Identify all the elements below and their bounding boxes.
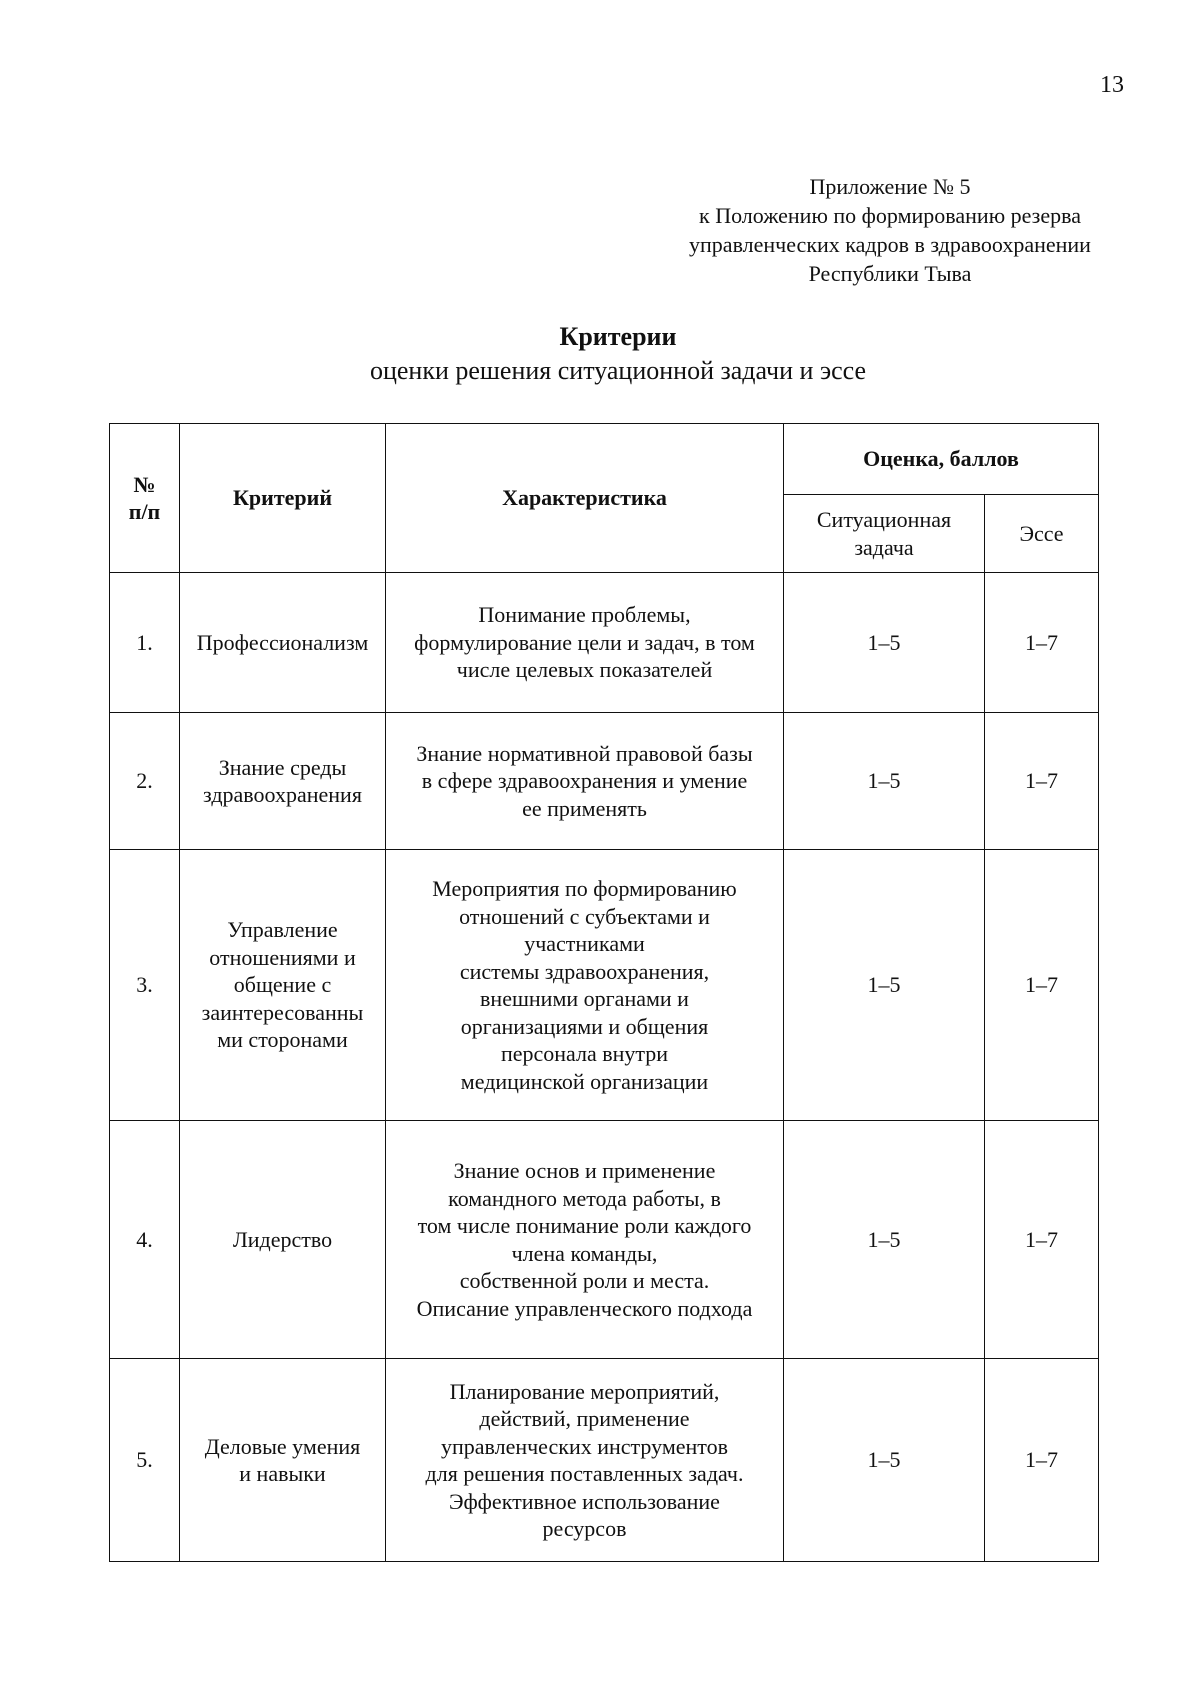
row-criterion [180,713,386,850]
criterion-line: Знание среды [218,754,347,780]
header-case-task [784,495,985,573]
criterion-line: отношениями и [209,944,356,970]
row-criterion [180,1121,386,1359]
row-number: 5. [110,1359,180,1562]
characteristic-line: формулирование цели и задач, в том [414,629,755,655]
characteristic-line: внешними органами и [480,986,689,1011]
row-essay-score: 1–7 [985,713,1099,850]
appendix-line: управленческих кадров в здравоохранении [689,232,1091,257]
header-characteristic: Характеристика [386,424,784,573]
criterion-line: и навыки [239,1461,326,1486]
table-row [110,1359,1099,1562]
characteristic-line: Знание нормативной правовой базы [416,740,753,766]
characteristic-line: Описание управленческого подхода [416,1295,753,1321]
characteristic-line: участниками [524,931,645,956]
appendix-line: к Положению по формированию резерва [699,203,1081,228]
header-essay: Эссе [985,495,1099,573]
criterion-line: заинтересованны [201,999,364,1025]
appendix-reference [640,172,1140,288]
appendix-line: Приложение № 5 [809,174,971,199]
row-case-score: 1–5 [784,1121,985,1359]
page-number: 13 [1100,72,1124,98]
characteristic-line: ее применять [522,795,647,821]
header-score-group: Оценка, баллов [784,424,1099,495]
characteristic-line: собственной роли и места. [459,1268,710,1293]
characteristic-line: в сфере здравоохранения и умение [421,768,748,794]
characteristic-line: члена команды, [511,1240,658,1266]
criterion-line: Деловые умения [204,1433,361,1459]
characteristic-line: системы здравоохранения, [459,958,710,984]
characteristic-line: персонала внутри [500,1041,669,1066]
criterion-line: Управление [227,917,338,943]
row-essay-score: 1–7 [985,573,1099,713]
row-case-score: 1–5 [784,850,985,1121]
characteristic-line: числе целевых показателей [456,657,713,683]
document-subtitle: оценки решения ситуационной задачи и эссе [369,356,867,385]
table-row [110,713,1099,850]
criterion-line: Лидерство [232,1226,333,1252]
row-criterion [180,850,386,1121]
row-characteristic [386,1359,784,1562]
header-number-symbol: № [133,471,156,497]
row-characteristic [386,850,784,1121]
characteristic-line: медицинской организации [460,1068,709,1094]
row-number: 1. [110,573,180,713]
header-case-task-line: Ситуационная [816,507,952,532]
characteristic-line: управленческих инструментов [440,1433,729,1459]
characteristic-line: организациями и общения [460,1013,709,1039]
table-row [110,573,1099,713]
row-number: 2. [110,713,180,850]
criteria-rows [110,573,1099,1562]
characteristic-line: ресурсов [542,1516,627,1541]
table-row [110,850,1099,1121]
row-characteristic [386,1121,784,1359]
table-row [110,1121,1099,1359]
characteristic-line: действий, применение [479,1406,690,1431]
characteristic-line: Эффективное использование [449,1488,720,1514]
characteristic-line: командного метода работы, в [448,1185,721,1211]
row-essay-score: 1–7 [985,850,1099,1121]
characteristic-line: Понимание проблемы, [478,602,691,628]
criterion-line: общение с [233,972,332,998]
characteristic-line: том числе понимание роли каждого [417,1213,752,1238]
characteristic-line: Знание основ и применение [453,1158,716,1183]
characteristic-line: отношений с субъектами и [459,903,710,929]
row-case-score: 1–5 [784,573,985,713]
header-case-task-line: задача [854,534,914,560]
row-essay-score: 1–7 [985,1121,1099,1359]
document-title: Критерии [559,322,677,351]
row-case-score: 1–5 [784,713,985,850]
row-criterion [180,573,386,713]
row-characteristic [386,573,784,713]
row-criterion [180,1359,386,1562]
criterion-line: ми сторонами [217,1027,348,1053]
characteristic-line: Планирование мероприятий, [449,1378,720,1404]
header-number [110,424,180,573]
row-characteristic [386,713,784,850]
row-case-score: 1–5 [784,1359,985,1562]
header-number-abbrev: п/п [128,499,161,524]
criterion-line: Профессионализм [196,629,369,655]
characteristic-line: Мероприятия по формированию [432,876,737,901]
row-number: 4. [110,1121,180,1359]
row-number: 3. [110,850,180,1121]
header-criterion: Критерий [180,424,386,573]
criteria-table [109,423,1099,1562]
characteristic-line: для решения поставленных задач. [425,1461,744,1486]
criterion-line: здравоохранения [203,782,362,807]
appendix-line: Республики Тыва [808,261,972,286]
row-essay-score: 1–7 [985,1359,1099,1562]
